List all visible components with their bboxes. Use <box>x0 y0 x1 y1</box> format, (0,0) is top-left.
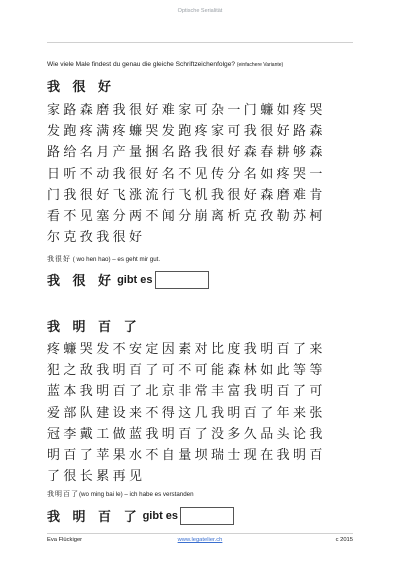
footer-copyright: c 2015 <box>335 537 353 543</box>
grid-row: 犯之敌我明百了可不可能森林如此等等 <box>47 363 326 379</box>
pinyin-translation-2 <box>47 489 194 499</box>
grid-row: 明百了苹果水不自量坝瑞士现在我明百 <box>47 447 326 463</box>
grid-row: 发跑疼满疼蠊哭发跑疼家可我很好路森 <box>47 124 326 140</box>
instruction <box>47 61 367 68</box>
answer-label: gibt es <box>117 273 153 286</box>
grid-row: 看不见塞分两不闻分崩离析克孜勒苏柯 <box>47 208 326 224</box>
pinyin-text: ( wo hen hao) – es geht mir gut. <box>71 256 161 263</box>
grid-row: 了很长累再见 <box>47 469 146 485</box>
character-grid-1 <box>47 100 353 248</box>
header-divider <box>47 42 353 43</box>
pinyin-text: (wo ming bai le) – ich habe es verstanden <box>79 491 194 498</box>
pinyin-han: 我明百了 <box>47 490 79 498</box>
answer-box[interactable] <box>155 271 209 289</box>
answer-label: gibt es <box>142 509 179 522</box>
answer-row-2 <box>47 506 234 525</box>
grid-row: 蓝本我明百了北京非常丰富我明百了可 <box>47 384 326 400</box>
footer-link[interactable]: www.legatelier.ch <box>177 537 223 543</box>
grid-row: 日听不动我很好名不见传分名如疼哭一 <box>47 166 326 182</box>
answer-han: 我 很 好 <box>47 274 116 289</box>
grid-row: 爱部队建设来不得这几我明百了年来张 <box>47 405 326 421</box>
grid-row: 冠李戴工做蓝我明百了没多久品头论我 <box>47 426 326 442</box>
grid-row: 门我很好飞涨流行飞机我很好森磨难肯 <box>47 187 326 203</box>
page-header-title: Optische Serialität <box>177 8 223 14</box>
instruction-text: Wie viele Male findest du genau die gleiche Schriftzeichenfolge? <box>47 61 237 68</box>
instruction-note: (einfachere Variante) <box>236 62 284 68</box>
target-sequence-2: 我 明 百 了 <box>47 320 141 335</box>
grid-row: 疼蠊哭发不安定因素对比度我明百了来 <box>47 342 326 357</box>
answer-box[interactable] <box>180 507 234 525</box>
target-sequence-1: 我 很 好 <box>47 80 116 95</box>
grid-row: 尔克孜我很好 <box>47 230 146 246</box>
answer-han: 我 明 百 了 <box>47 510 141 525</box>
footer-author: Eva Flückiger <box>47 537 83 543</box>
character-grid-2 <box>47 339 353 487</box>
pinyin-han: 我很好 <box>47 255 71 263</box>
footer-divider <box>47 533 353 534</box>
grid-row: 路给名月产量捆名路我很好森春耕够森 <box>47 145 326 161</box>
answer-row-1 <box>47 270 209 289</box>
grid-row: 家路森磨我很好难家可杂一门蠊如疼哭 <box>47 103 326 118</box>
pinyin-translation-1 <box>47 254 160 264</box>
